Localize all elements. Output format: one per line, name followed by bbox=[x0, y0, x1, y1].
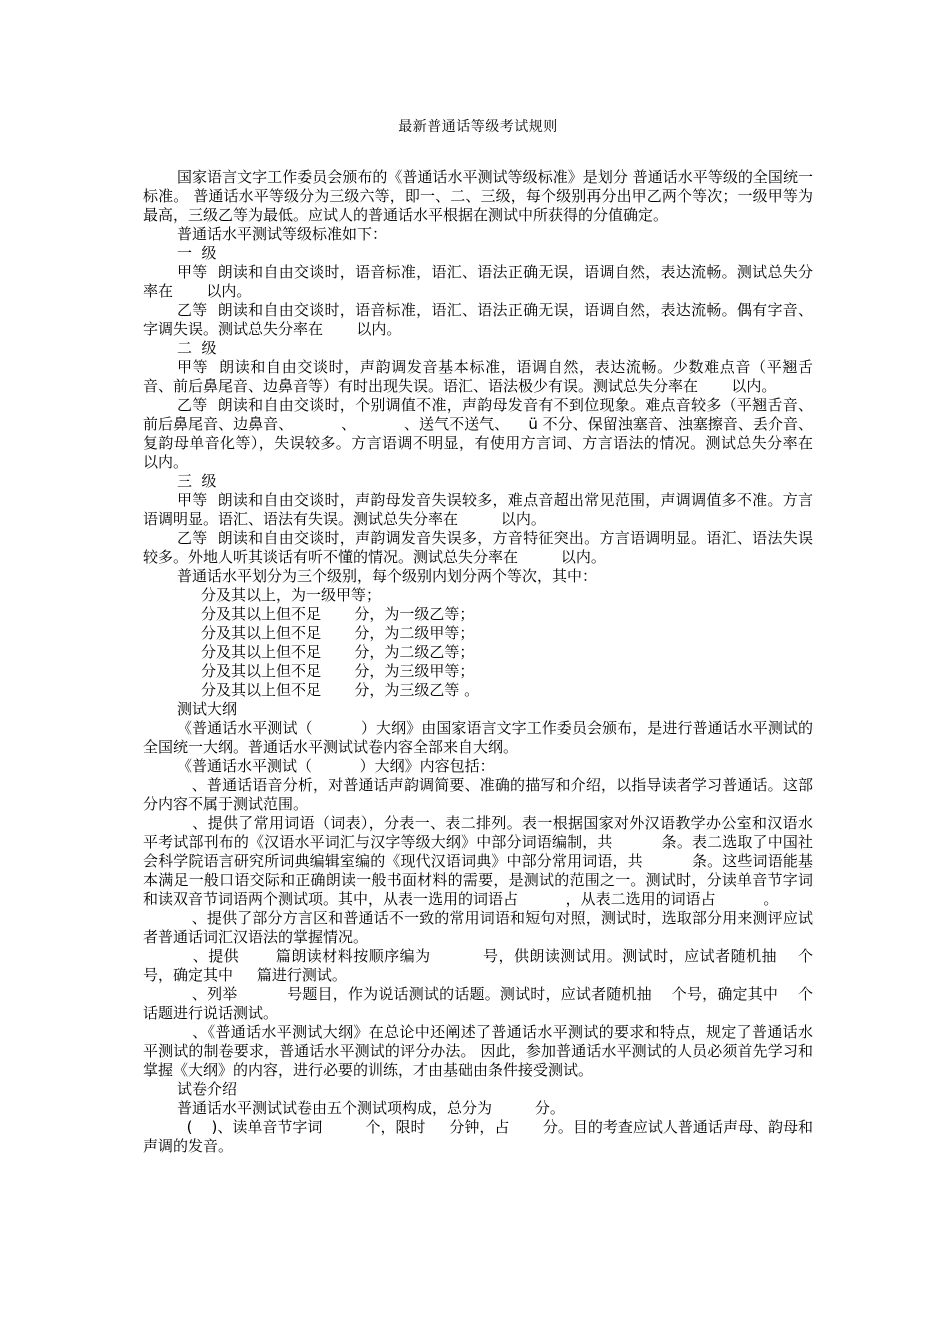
paragraph: 《普通话水平测试（ ）大纲》由国家语言文字工作委员会颁布，是进行普通话水平测试的全国统一大纲。普通话水平测试试卷内容全部来自大纲。 bbox=[143, 719, 813, 756]
paragraph: 甲等 朗读和自由交谈时，声韵调发音基本标准，语调自然，表达流畅。少数难点音（平翘舌音、前后鼻尾音、边鼻音等）有时出现失误。语汇、语法极少有误。测试总失分率在 以内。 bbox=[143, 358, 813, 395]
paragraph: 乙等 朗读和自由交谈时，语音标准，语汇、语法正确无误，语调自然，表达流畅。偶有字音、字调失误。测试总失分率在 以内。 bbox=[143, 301, 813, 338]
paragraph: 、提供了部分方言区和普通话不一致的常用词语和短句对照，测试时，选取部分用来测评应试者普通话词汇汉语法的掌握情况。 bbox=[143, 909, 813, 946]
paragraph: 、提供了常用词语（词表），分表一、表二排列。表一根据国家对外汉语教学办公室和汉语水平考试部刊布的《汉语水平词汇与汉字等级大纲》中部分词语编制，共 条。表二选取了中国社会科学院语言研究所词典编辑室编的《现代汉语词典》中部分常用词语，共 条。这些词语能基本满足一般口语交际和正确朗读一般书面材料的需要，是测试的范围之一。测试时，分读单音节字词和读双音节词语两个测试项。其中，从表一选用的词语占 ，从表二选用的词语占 。 bbox=[143, 814, 813, 908]
paragraph: 一 级 bbox=[177, 244, 217, 262]
paragraph: 甲等 朗读和自由交谈时，声韵母发音失误较多，难点音超出常见范围，声调调值多不准。方言语调明显。语汇、语法有失误。测试总失分率在 以内。 bbox=[143, 491, 813, 528]
paragraph: 分及其以上但不足 分，为一级乙等； bbox=[201, 605, 475, 623]
paragraph: 《普通话水平测试（ ）大纲》内容包括： bbox=[177, 757, 495, 775]
paragraph: ( )、读单音节字词 个，限时 分钟，占 分。目的考查应试人普通话声母、韵母和声调的发音。 bbox=[143, 1118, 813, 1155]
paragraph: 二 级 bbox=[177, 339, 217, 357]
paragraph: 乙等 朗读和自由交谈时，个别调值不准，声韵母发音有不到位现象。难点音较多（平翘舌音、前后鼻尾音、边鼻音、 、 、送气不送气、 ü 不分、保留浊塞音、浊塞擦音、丢介音、复韵母单音化等），失误较多。方言语调不明显，有使用方言词、方言语法的情况。测试总失分率在 以内。 bbox=[143, 396, 856, 471]
paragraph: 普通话水平测试等级标准如下： bbox=[177, 225, 388, 243]
paragraph: 国家语言文字工作委员会颁布的《普通话水平测试等级标准》是划分 普通话水平等级的全国统一标准。 普通话水平等级分为三级六等，即一、二、三级，每个级别再分出甲乙两个等次；一级甲等为最高，三级乙等为最低。应试人的普通话水平根据在测试中所获得的分值确定。 bbox=[143, 168, 813, 224]
paragraph: 乙等 朗读和自由交谈时，声韵调发音失误多，方音特征突出。方言语调明显。语汇、语法失误较多。外地人听其谈话有听不懂的情况。测试总失分率在 以内。 bbox=[143, 529, 813, 566]
paragraph: 试卷介绍 bbox=[177, 1080, 238, 1098]
paragraph: 甲等 朗读和自由交谈时，语音标准，语汇、语法正确无误，语调自然，表达流畅。测试总失分率在 以内。 bbox=[143, 263, 813, 300]
paragraph: 分及其以上但不足 分，为二级乙等； bbox=[201, 643, 475, 661]
paragraph: 分及其以上，为一级甲等； bbox=[201, 586, 382, 604]
paragraph: 分及其以上但不足 分，为三级甲等； bbox=[201, 662, 475, 680]
paragraph: 分及其以上但不足 分，为二级甲等； bbox=[201, 624, 475, 642]
paragraph: 普通话水平划分为三个级别，每个级别内划分两个等次，其中： bbox=[177, 567, 598, 585]
document-body bbox=[143, 168, 856, 1156]
document-page bbox=[143, 112, 856, 1156]
paragraph: 三 级 bbox=[177, 472, 217, 490]
paragraph: 、提供 篇朗读材料按顺序编为 号，供朗读测试用。测试时，应试者随机抽 个号，确定其中 篇进行测试。 bbox=[143, 947, 813, 984]
page-title: 最新普通话等级考试规则 bbox=[398, 119, 558, 135]
paragraph: 、《普通话水平测试大纲》在总论中还阐述了普通话水平测试的要求和特点，规定了普通话水平测试的制卷要求，普通话水平测试的评分办法。 因此，参加普通话水平测试的人员必须首先学习和掌握《大纲》的内容，进行必要的训练，才由基础由条件接受测试。 bbox=[143, 1023, 813, 1079]
paragraph: 普通话水平测试试卷由五个测试项构成，总分为 分。 bbox=[177, 1099, 565, 1117]
paragraph: 测试大纲 bbox=[177, 700, 238, 718]
paragraph: 、普通话语音分析，对普通话声韵调简要、准确的描写和介绍，以指导读者学习普通话。这部分内容不属于测试范围。 bbox=[143, 776, 813, 813]
paragraph: 、列举 号题目，作为说话测试的话题。测试时，应试者随机抽 个号，确定其中 个话题进行说话测试。 bbox=[143, 985, 813, 1022]
paragraph: 分及其以上但不足 分，为三级乙等 。 bbox=[201, 681, 480, 699]
